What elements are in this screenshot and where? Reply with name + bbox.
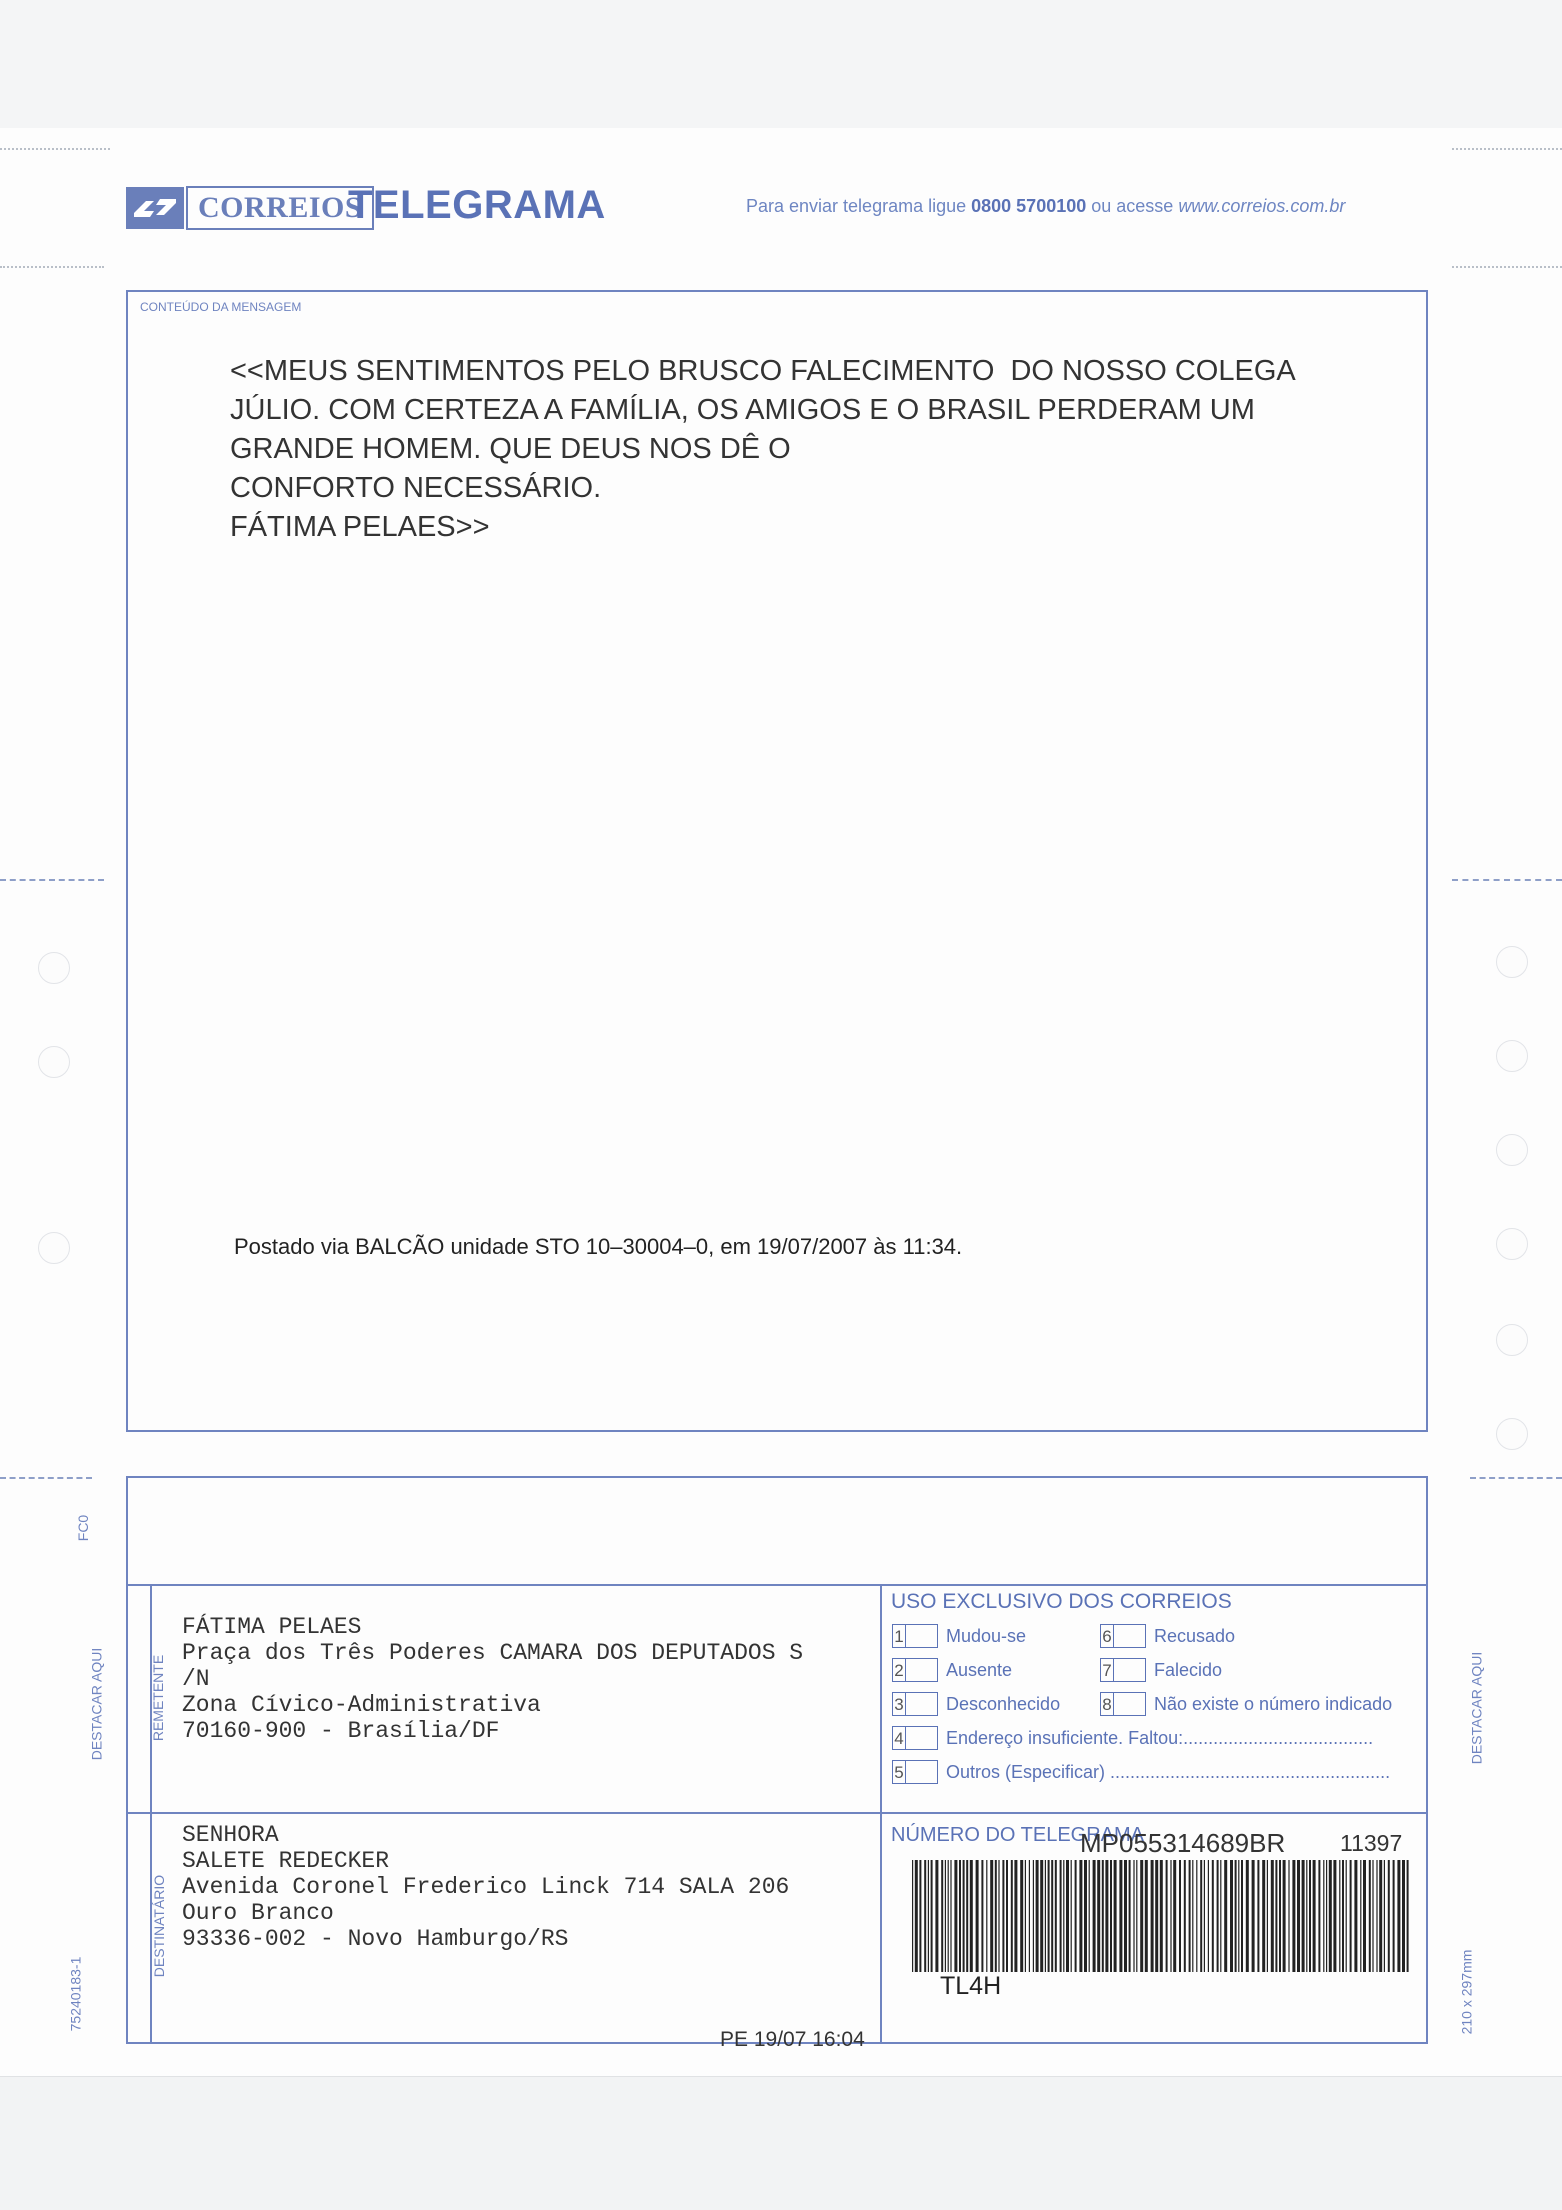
- address-line: 70160-900 - Brasília/DF: [182, 1718, 500, 1744]
- posted-info: Postado via BALCÃO unidade STO 10–30004–0, em 19/07/2007 às 11:34.: [234, 1234, 963, 1259]
- barcode-bar: [931, 1860, 933, 1972]
- punch-hole: [38, 1232, 70, 1264]
- barcode-bar: [1283, 1860, 1286, 1972]
- telegram-code: 11397: [1340, 1830, 1403, 1856]
- address-line: 93336-002 - Novo Hamburgo/RS: [182, 1926, 569, 1952]
- barcode-bar: [981, 1860, 983, 1972]
- barcode-bar: [976, 1860, 979, 1972]
- barcode-bar: [1129, 1860, 1131, 1972]
- option-checkbox[interactable]: [1114, 1658, 1146, 1682]
- barcode-bar: [1212, 1860, 1214, 1972]
- punch-hole: [1496, 1040, 1528, 1072]
- detach-here-left: DESTACAR AQUI: [88, 1647, 105, 1761]
- address-line: Avenida Coronel Frederico Linck 714 SALA 206: [182, 1874, 790, 1900]
- barcode-bar: [1145, 1860, 1148, 1972]
- logo-wordmark: CORREIOS: [186, 186, 374, 230]
- perforation-dots: [1452, 148, 1562, 150]
- barcode-bar: [1402, 1860, 1405, 1972]
- barcode-bar: [963, 1860, 965, 1972]
- barcode-bar: [1055, 1860, 1057, 1972]
- barcode-bar: [1246, 1860, 1249, 1972]
- barcode-bar: [1124, 1860, 1127, 1972]
- barcode-bar: [1200, 1860, 1202, 1972]
- address-line: Zona Cívico-Administrativa: [182, 1692, 541, 1718]
- barcode-bar: [1166, 1860, 1168, 1972]
- barcode-bar: [1346, 1860, 1347, 1972]
- barcode-bar: [1151, 1860, 1154, 1972]
- return-option-3: 3 Desconhecido: [892, 1692, 1060, 1716]
- barcode-bar: [1354, 1860, 1357, 1972]
- barcode-bar: [1105, 1860, 1108, 1972]
- barcode-bar: [990, 1860, 993, 1972]
- barcode-bar: [1350, 1860, 1352, 1972]
- barcode-bar: [1192, 1860, 1193, 1972]
- message-box: [126, 290, 1428, 1432]
- barcode-text: TL4H: [940, 1972, 1002, 2000]
- barcode-bar: [995, 1860, 997, 1972]
- barcode-bar: [1196, 1860, 1197, 1972]
- barcode-bar: [912, 1860, 913, 1972]
- punch-hole: [1496, 1418, 1528, 1450]
- barcode-bar: [1329, 1860, 1332, 1972]
- barcode-bar: [1302, 1860, 1305, 1972]
- barcode-bar: [1275, 1860, 1277, 1972]
- barcode-bar: [1155, 1860, 1158, 1972]
- cut-line: [0, 879, 104, 881]
- barcode-bar: [1040, 1860, 1043, 1972]
- document-title: TELEGRAMA: [348, 183, 606, 227]
- barcode-bar: [1084, 1860, 1087, 1972]
- address-line: Ouro Branco: [182, 1900, 334, 1926]
- barcode-bar: [1110, 1860, 1112, 1972]
- punch-hole: [1496, 1134, 1528, 1166]
- punch-hole: [38, 952, 70, 984]
- barcode-bar: [1136, 1860, 1137, 1972]
- barcode-bar: [1372, 1860, 1373, 1972]
- address-line: SALETE REDECKER: [182, 1848, 390, 1874]
- barcode-bar: [1376, 1860, 1377, 1972]
- punch-hole: [38, 1046, 70, 1078]
- barcode-bar: [941, 1860, 943, 1972]
- barcode-bar: [1170, 1860, 1171, 1972]
- barcode-bar: [1271, 1860, 1274, 1972]
- barcode-bar: [1318, 1860, 1320, 1972]
- barcode-bar: [966, 1860, 968, 1972]
- correios-arrows-icon: [126, 187, 184, 229]
- punch-hole: [1496, 946, 1528, 978]
- return-option-7: 7 Falecido: [1100, 1658, 1222, 1682]
- barcode-bar: [1063, 1860, 1064, 1972]
- barcode-bar: [1333, 1860, 1336, 1972]
- recipient-label: DESTINATÁRIO: [151, 1874, 167, 1978]
- option-checkbox[interactable]: [906, 1726, 938, 1750]
- message-line: JÚLIO. COM CERTEZA A FAMÍLIA, OS AMIGOS E O BRASIL PERDERAM UM: [230, 394, 1255, 426]
- barcode-bar: [1189, 1860, 1191, 1972]
- barcode-bar: [954, 1860, 957, 1972]
- barcode-bar: [1173, 1860, 1176, 1972]
- detach-here-right: DESTACAR AQUI: [1468, 1651, 1485, 1765]
- barcode-bar: [1179, 1860, 1181, 1972]
- barcode-bar: [986, 1860, 987, 1972]
- return-option-2: 2 Ausente: [892, 1658, 1012, 1682]
- barcode-bar: [1048, 1860, 1050, 1972]
- barcode-bar: [1066, 1860, 1069, 1972]
- barcode-bar: [1241, 1860, 1243, 1972]
- barcode-bar: [1252, 1860, 1255, 1972]
- phone-number: 0800 5700100: [971, 196, 1087, 216]
- punch-hole: [1496, 1228, 1528, 1260]
- barcode-bar: [950, 1860, 951, 1972]
- return-option-4: 4 Endereço insuficiente. Faltou:......................................: [892, 1726, 1373, 1750]
- barcode-bar: [1342, 1860, 1344, 1972]
- barcode-bar: [1388, 1860, 1390, 1972]
- return-option-8: 8 Não existe o número indicado: [1100, 1692, 1392, 1716]
- barcode-bar: [1208, 1860, 1209, 1972]
- barcode-bar: [1306, 1860, 1307, 1972]
- barcode-bar: [1006, 1860, 1008, 1972]
- barcode-bar: [935, 1860, 938, 1972]
- barcode-bar: [998, 1860, 999, 1972]
- bottom-strip: [0, 2076, 1562, 2210]
- sender-address: [182, 1614, 803, 1744]
- barcode-bar: [1036, 1860, 1039, 1972]
- cut-line: [0, 1477, 92, 1479]
- barcode-bar: [1369, 1860, 1371, 1972]
- barcode-bar: [1160, 1860, 1163, 1972]
- fc-label: FC0: [75, 1514, 92, 1542]
- barcode-bar: [1025, 1860, 1026, 1972]
- barcode: [912, 1860, 1410, 1972]
- barcode-bar: [1093, 1860, 1096, 1972]
- barcode-bar: [1045, 1860, 1046, 1972]
- telegram-number-label: NÚMERO DO TELEGRAMA: [891, 1824, 1144, 1846]
- barcode-bar: [1313, 1860, 1316, 1972]
- barcode-bar: [1339, 1860, 1340, 1972]
- barcode-bar: [924, 1860, 926, 1972]
- barcode-bar: [1279, 1860, 1281, 1972]
- sender-label: REMETENTE: [150, 1654, 166, 1742]
- barcode-bar: [1379, 1860, 1382, 1972]
- top-strip: [0, 0, 1562, 129]
- barcode-bar: [1029, 1860, 1030, 1972]
- barcode-bar: [1204, 1860, 1205, 1972]
- option-checkbox[interactable]: [906, 1692, 938, 1716]
- barcode-bar: [1051, 1860, 1053, 1972]
- address-box: [126, 1476, 1428, 2051]
- correios-logo: [126, 186, 374, 230]
- divider: [128, 1584, 1426, 1586]
- barcode-bar: [1119, 1860, 1122, 1972]
- cut-line: [1470, 1477, 1562, 1479]
- barcode-bar: [1184, 1860, 1186, 1972]
- barcode-bar: [1089, 1860, 1090, 1972]
- barcode-bar: [1363, 1860, 1366, 1972]
- barcode-bar: [1360, 1860, 1361, 1972]
- tracking-number: MP055314689BR: [1080, 1828, 1286, 1858]
- barcode-bar: [1397, 1860, 1400, 1972]
- return-option-5: 5 Outros (Especificar) ........................................................: [892, 1760, 1390, 1784]
- return-option-1: 1 Mudou-se: [892, 1624, 1026, 1648]
- barcode-bar: [970, 1860, 973, 1972]
- barcode-bar: [1014, 1860, 1017, 1972]
- option-checkbox[interactable]: [906, 1624, 938, 1648]
- message-line: <<MEUS SENTIMENTOS PELO BRUSCO FALECIMENTO DO NOSSO COLEGA: [230, 355, 1296, 387]
- barcode-bar: [1309, 1860, 1311, 1972]
- info-middle: ou acesse: [1086, 196, 1179, 216]
- correios-use-title: USO EXCLUSIVO DOS CORREIOS: [891, 1590, 1232, 1613]
- barcode-bar: [1224, 1860, 1227, 1972]
- barcode-bar: [1288, 1860, 1289, 1972]
- barcode-bar: [1262, 1860, 1265, 1972]
- address-line: FÁTIMA PELAES: [182, 1614, 362, 1640]
- address-line: Praça dos Três Poderes CAMARA DOS DEPUTADOS S: [182, 1640, 804, 1666]
- barcode-bar: [1011, 1860, 1013, 1972]
- barcode-bar: [1297, 1860, 1300, 1972]
- barcode-bar: [945, 1860, 946, 1972]
- barcode-bar: [928, 1860, 929, 1972]
- barcode-bar: [1033, 1860, 1034, 1972]
- barcode-bar: [1326, 1860, 1327, 1972]
- postmark-stamp: PE 19/07 16:04: [720, 2028, 865, 2051]
- barcode-bar: [1079, 1860, 1082, 1972]
- barcode-bar: [959, 1860, 961, 1972]
- barcode-bar: [1097, 1860, 1100, 1972]
- barcode-bar: [1071, 1860, 1072, 1972]
- perforation-dots: [1452, 266, 1562, 268]
- barcode-bar: [1407, 1860, 1409, 1972]
- barcode-bar: [1140, 1860, 1143, 1972]
- punch-hole: [1496, 1324, 1528, 1356]
- barcode-bar: [1230, 1860, 1233, 1972]
- address-line: SENHORA: [182, 1822, 279, 1848]
- option-checkbox[interactable]: [1114, 1692, 1146, 1716]
- barcode-bar: [1238, 1860, 1239, 1972]
- form-number: 75240183-1: [67, 1956, 84, 2032]
- divider: [128, 1812, 1426, 1814]
- barcode-bar: [1393, 1860, 1395, 1972]
- message-line: CONFORTO NECESSÁRIO.: [230, 472, 602, 504]
- barcode-bar: [1217, 1860, 1219, 1972]
- header-info: [746, 196, 1345, 217]
- message-line: GRANDE HOMEM. QUE DEUS NOS DÊ O: [230, 433, 791, 465]
- barcode-bar: [1267, 1860, 1268, 1972]
- barcode-bar: [1102, 1860, 1104, 1972]
- barcode-bar: [919, 1860, 921, 1972]
- barcode-bar: [1384, 1860, 1385, 1972]
- barcode-bar: [1257, 1860, 1259, 1972]
- message-body: [230, 352, 1296, 547]
- barcode-bar: [915, 1860, 918, 1972]
- cut-line: [1452, 879, 1562, 881]
- message-line: FÁTIMA PELAES>>: [230, 511, 490, 543]
- barcode-bar: [1002, 1860, 1004, 1972]
- barcode-bar: [948, 1860, 949, 1972]
- barcode-bar: [1075, 1860, 1077, 1972]
- divider: [880, 1584, 882, 2042]
- recipient-address: [182, 1822, 789, 1952]
- message-section-label: CONTEÚDO DA MENSAGEM: [140, 300, 302, 314]
- perforation-dots: [0, 148, 110, 150]
- barcode-bar: [1292, 1860, 1295, 1972]
- barcode-bar: [1020, 1860, 1023, 1972]
- address-line: /N: [182, 1666, 210, 1692]
- barcode-bar: [1220, 1860, 1221, 1972]
- option-checkbox[interactable]: [1114, 1624, 1146, 1648]
- barcode-bar: [1133, 1860, 1134, 1972]
- option-checkbox[interactable]: [906, 1658, 938, 1682]
- info-prefix: Para enviar telegrama ligue: [746, 196, 972, 216]
- paper-size: 210 x 297mm: [1458, 1949, 1475, 2035]
- option-checkbox[interactable]: [906, 1760, 938, 1784]
- website-link[interactable]: www.correios.com.br: [1178, 196, 1346, 216]
- barcode-bar: [1114, 1860, 1117, 1972]
- barcode-bar: [1235, 1860, 1237, 1972]
- barcode-bar: [1323, 1860, 1324, 1972]
- return-option-6: 6 Recusado: [1100, 1624, 1235, 1648]
- perforation-dots: [0, 266, 104, 268]
- barcode-bar: [1060, 1860, 1062, 1972]
